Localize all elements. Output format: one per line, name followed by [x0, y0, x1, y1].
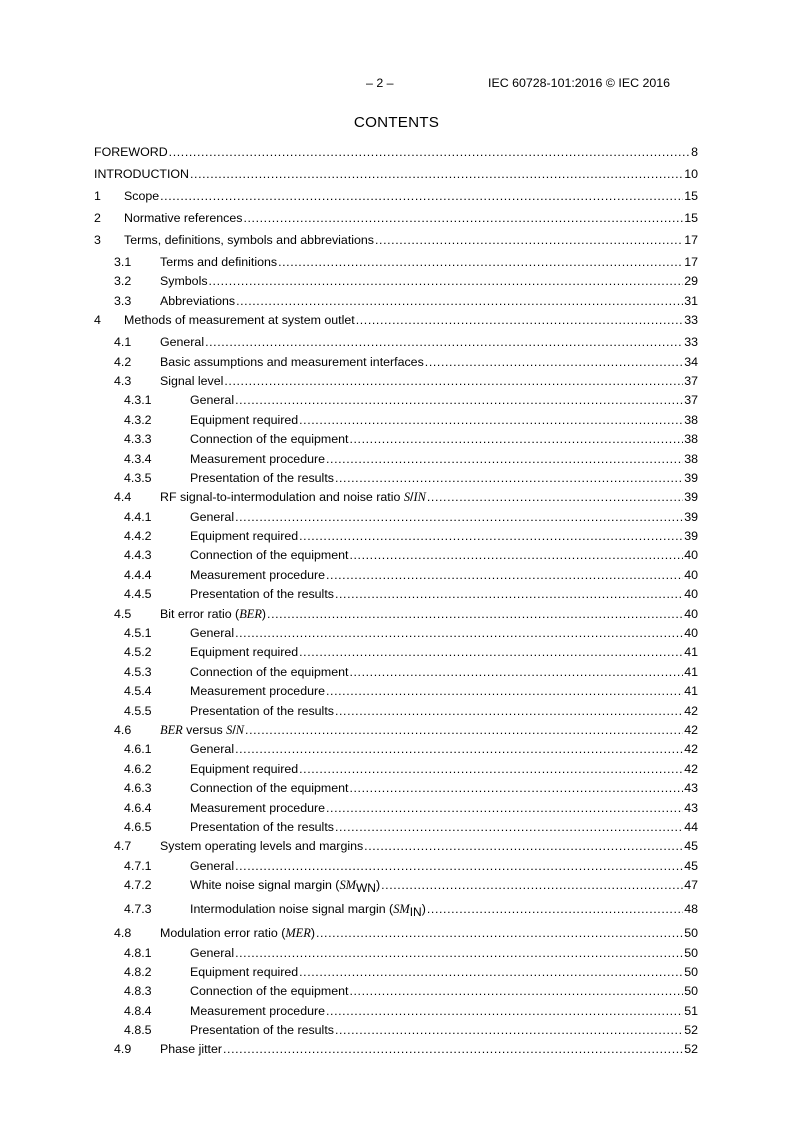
toc-entry-title: Measurement procedure	[190, 451, 325, 466]
toc-entry-title: Connection of the equipment	[190, 432, 349, 447]
toc-entry-title: Modulation error ratio (MER)	[160, 926, 315, 941]
toc-entry-title: INTRODUCTION	[94, 167, 189, 181]
toc-leader-dots	[299, 965, 683, 979]
toc-leader-dots	[224, 374, 683, 388]
toc-entry-title: Scope	[124, 189, 160, 203]
toc-leader-dots	[235, 742, 683, 756]
toc-leader-dots	[364, 839, 683, 853]
toc-leader-dots	[299, 645, 683, 659]
toc-entry-number: 4.4	[114, 490, 132, 505]
toc-entry-title: Connection of the equipment	[190, 984, 349, 999]
toc-entry[interactable]	[94, 926, 698, 945]
toc-leader-dots	[235, 510, 683, 524]
toc-entry[interactable]	[94, 393, 698, 412]
toc-entry[interactable]	[94, 704, 698, 723]
toc-entry-title: Normative references	[124, 211, 243, 225]
toc-entry-number: 4.5.3	[124, 664, 152, 679]
toc-entry-number: 4.8.3	[124, 984, 152, 999]
toc-entry-page: 17	[684, 255, 698, 269]
toc-entry-page: 8	[691, 145, 698, 159]
toc-entry[interactable]	[94, 965, 698, 984]
toc-leader-dots	[235, 393, 683, 407]
toc-entry-number: 4.3.2	[124, 412, 152, 427]
toc-entry-title: Equipment required	[190, 645, 299, 660]
toc-entry-page: 42	[684, 742, 698, 757]
toc-entry-page: 40	[684, 567, 698, 582]
toc-entry[interactable]	[94, 723, 698, 742]
toc-entry-number: 4.5	[114, 606, 132, 621]
toc-entry-page: 39	[684, 509, 698, 524]
toc-entry-page: 37	[684, 373, 698, 388]
toc-leader-dots	[326, 1004, 683, 1018]
toc-entry[interactable]	[94, 548, 698, 567]
toc-leader-dots	[169, 145, 690, 159]
toc-leader-dots	[235, 626, 683, 640]
toc-entry-page: 38	[684, 451, 698, 466]
toc-entry-number: 4.6	[114, 722, 132, 737]
toc-leader-dots	[299, 762, 683, 776]
toc-leader-dots	[349, 665, 683, 679]
toc-entry-page: 15	[684, 189, 698, 203]
toc-entry[interactable]	[94, 665, 698, 684]
toc-entry-title: General	[160, 335, 205, 350]
toc-entry[interactable]	[94, 490, 698, 509]
toc-entry-title: Presentation of the results	[190, 587, 334, 602]
toc-entry-number: 4.3.5	[124, 470, 152, 485]
toc-entry[interactable]	[94, 233, 698, 255]
toc-entry-page: 33	[684, 335, 698, 350]
toc-entry-title: RF signal-to-intermodulation and noise ratio S/IN	[160, 490, 426, 505]
toc-entry-title: Measurement procedure	[190, 800, 325, 815]
toc-entry-title: Intermodulation noise signal margin $(SM_{IN})$	[190, 902, 426, 920]
toc-entry-number: 4.8.2	[124, 964, 152, 979]
toc-entry[interactable]	[94, 211, 698, 233]
toc-entry-number: 4.8.4	[124, 1003, 152, 1018]
toc-entry-page: 39	[684, 490, 698, 505]
toc-leader-dots	[425, 355, 683, 369]
toc-entry-title: Bit error ratio (BER)	[160, 606, 267, 621]
toc-entry-title: Measurement procedure	[190, 684, 325, 699]
toc-entry-title: FOREWORD	[94, 145, 168, 159]
toc-entry-page: 50	[684, 926, 698, 941]
toc-entry-number: 4.7	[114, 839, 132, 854]
toc-leader-dots	[335, 471, 683, 485]
toc-entry[interactable]	[94, 274, 698, 293]
toc-entry[interactable]	[94, 684, 698, 703]
toc-leader-dots	[236, 294, 683, 308]
toc-leader-dots	[205, 335, 683, 349]
toc-entry[interactable]	[94, 510, 698, 529]
toc-leader-dots	[160, 189, 683, 203]
toc-entry-page: 39	[684, 529, 698, 544]
toc-entry[interactable]	[94, 607, 698, 626]
toc-entry-page: 45	[684, 839, 698, 854]
toc-entry-number: 4.4.3	[124, 548, 152, 563]
toc-leader-dots	[356, 313, 683, 327]
toc-leader-dots	[427, 902, 683, 916]
toc-entry-page: 43	[684, 781, 698, 796]
toc-entry-title: Connection of the equipment	[190, 664, 349, 679]
toc-entry-title: General	[190, 626, 235, 641]
toc-entry[interactable]	[94, 355, 698, 374]
toc-entry-number: 4.3.3	[124, 432, 152, 447]
toc-entry-page: 50	[684, 984, 698, 999]
toc-entry[interactable]	[94, 529, 698, 548]
toc-entry-title: Signal level	[160, 373, 224, 388]
toc-entry-title: System operating levels and margins	[160, 839, 364, 854]
toc-entry[interactable]	[94, 839, 698, 858]
toc-entry[interactable]	[94, 801, 698, 820]
toc-entry-title: Equipment required	[190, 964, 299, 979]
toc-entry-number: 4.6.3	[124, 781, 152, 796]
toc-entry-number: 4.8.1	[124, 945, 152, 960]
toc-entry-page: 15	[684, 211, 698, 225]
toc-entry-number: 4.5.5	[124, 703, 152, 718]
toc-entry[interactable]	[94, 313, 698, 335]
toc-entry-title: Presentation of the results	[190, 470, 334, 485]
toc-entry-page: 17	[684, 233, 698, 247]
toc-entry-number: 4.4.1	[124, 509, 152, 524]
toc-leader-dots	[326, 452, 683, 466]
toc-entry[interactable]	[94, 189, 698, 211]
toc-entry[interactable]	[94, 859, 698, 878]
toc-entry-title: Connection of the equipment	[190, 781, 349, 796]
toc-entry-page: 38	[684, 432, 698, 447]
toc-entry-number: 4.2	[114, 354, 132, 369]
toc-entry-number: 4.3.1	[124, 393, 152, 408]
toc-entry-page: 43	[684, 800, 698, 815]
toc-entry-page: 40	[684, 606, 698, 621]
toc-entry-number: 3.2	[114, 274, 132, 289]
toc-entry[interactable]	[94, 946, 698, 965]
toc-entry-title: Measurement procedure	[190, 1003, 325, 1018]
toc-entry[interactable]	[94, 820, 698, 839]
toc-entry[interactable]	[94, 781, 698, 800]
toc-entry-page: 45	[684, 858, 698, 873]
toc-leader-dots	[326, 801, 683, 815]
toc-entry-page: 42	[684, 722, 698, 737]
toc-leader-dots	[209, 274, 684, 288]
toc-leader-dots	[335, 1023, 683, 1037]
toc-leader-dots	[335, 820, 683, 834]
toc-entry[interactable]	[94, 568, 698, 587]
toc-entry-page: 40	[684, 548, 698, 563]
toc-entry-number: 4.5.2	[124, 645, 152, 660]
toc-leader-dots	[245, 723, 683, 737]
toc-entry-number: 4.8	[114, 926, 132, 941]
toc-leader-dots	[335, 587, 683, 601]
toc-entry-page: 47	[684, 878, 698, 893]
toc-entry[interactable]	[94, 145, 698, 167]
toc-entry[interactable]	[94, 762, 698, 781]
toc-entry[interactable]	[94, 167, 698, 189]
toc-entry[interactable]	[94, 984, 698, 1003]
toc-leader-dots	[299, 529, 683, 543]
toc-entry-page: 50	[684, 945, 698, 960]
toc-entry-number: 4.6.1	[124, 742, 152, 757]
toc-entry-number: 4.4.4	[124, 567, 152, 582]
toc-entry-title: Presentation of the results	[190, 1023, 334, 1038]
toc-entry-page: 34	[684, 354, 698, 369]
toc-entry-title: General	[190, 945, 235, 960]
toc-leader-dots	[381, 878, 683, 892]
toc-leader-dots	[235, 859, 683, 873]
toc-entry-number: 4.3	[114, 373, 132, 388]
toc-entry-title: Equipment required	[190, 529, 299, 544]
toc-leader-dots	[349, 432, 683, 446]
toc-entry-page: 42	[684, 703, 698, 718]
toc-entry-page: 50	[684, 964, 698, 979]
toc-entry-title: General	[190, 858, 235, 873]
toc-entry-page: 51	[684, 1003, 698, 1018]
toc-entry-page: 33	[684, 313, 698, 328]
toc-entry-title: BER versus S/N	[160, 722, 245, 737]
table-of-contents	[94, 145, 698, 1062]
page-title: CONTENTS	[353, 114, 440, 131]
toc-entry-page: 41	[684, 645, 698, 660]
toc-entry[interactable]	[94, 1023, 698, 1042]
toc-leader-dots	[349, 781, 683, 795]
toc-entry-page: 40	[684, 626, 698, 641]
standard-reference: IEC 60728-101:2016 © IEC 2016	[488, 76, 671, 90]
toc-entry-number: 1	[94, 189, 101, 203]
toc-entry-page: 38	[684, 412, 698, 427]
toc-entry-title: Phase jitter	[160, 1042, 222, 1057]
toc-entry-title: General	[190, 742, 235, 757]
toc-entry-number: 4.5.1	[124, 626, 152, 641]
toc-entry-title: Presentation of the results	[190, 819, 334, 834]
toc-entry-title: General	[190, 393, 235, 408]
toc-entry-page: 52	[684, 1023, 698, 1038]
toc-entry-number: 4.7.1	[124, 858, 152, 873]
toc-leader-dots	[349, 984, 683, 998]
toc-entry[interactable]	[94, 587, 698, 606]
toc-leader-dots	[375, 233, 683, 247]
toc-entry-page: 29	[684, 274, 698, 289]
toc-entry-title: Equipment required	[190, 412, 299, 427]
toc-entry-number: 4.4.5	[124, 587, 152, 602]
toc-entry[interactable]	[94, 626, 698, 645]
toc-entry-number: 4.4.2	[124, 529, 152, 544]
toc-leader-dots	[349, 548, 683, 562]
toc-entry[interactable]	[94, 432, 698, 451]
toc-entry[interactable]	[94, 413, 698, 432]
toc-entry-page: 44	[684, 819, 698, 834]
toc-leader-dots	[316, 926, 683, 940]
toc-entry[interactable]	[94, 452, 698, 471]
toc-entry-number: 4.6.5	[124, 819, 152, 834]
toc-entry-page: 40	[684, 587, 698, 602]
toc-entry[interactable]	[94, 1042, 698, 1061]
toc-entry[interactable]	[94, 645, 698, 664]
toc-leader-dots	[326, 568, 683, 582]
toc-entry-title: Terms, definitions, symbols and abbreviations	[124, 233, 374, 247]
toc-entry-page: 41	[684, 684, 698, 699]
toc-leader-dots	[267, 607, 683, 621]
toc-leader-dots	[243, 211, 683, 225]
toc-entry-page: 41	[684, 664, 698, 679]
toc-entry-number: 4.9	[114, 1042, 132, 1057]
toc-entry-number: 3	[94, 233, 101, 247]
toc-entry-title: Methods of measurement at system outlet	[124, 313, 355, 328]
toc-entry-title: Basic assumptions and measurement interfaces	[160, 354, 424, 369]
toc-entry[interactable]	[94, 878, 698, 902]
toc-entry-page: 10	[684, 167, 698, 181]
toc-entry-title: Presentation of the results	[190, 703, 334, 718]
toc-entry-title: White noise signal margin $(SM_{WN})$	[190, 878, 381, 896]
toc-entry-title: Abbreviations	[160, 293, 236, 308]
toc-entry[interactable]	[94, 742, 698, 761]
toc-entry[interactable]	[94, 902, 698, 926]
toc-leader-dots	[427, 490, 683, 504]
toc-leader-dots	[223, 1042, 683, 1056]
toc-entry-number: 4	[94, 313, 101, 328]
page-number: – 2 –	[366, 76, 394, 90]
toc-entry-number: 4.6.2	[124, 761, 152, 776]
toc-entry-number: 4.5.4	[124, 684, 152, 699]
toc-entry-number: 4.7.2	[124, 878, 152, 893]
toc-entry[interactable]	[94, 374, 698, 393]
toc-entry-page: 37	[684, 393, 698, 408]
toc-entry-page: 31	[684, 293, 698, 308]
toc-entry-number: 4.7.3	[124, 902, 152, 917]
toc-entry-page: 39	[684, 470, 698, 485]
toc-entry-title: General	[190, 509, 235, 524]
toc-entry-number: 4.8.5	[124, 1023, 152, 1038]
toc-entry[interactable]	[94, 294, 698, 313]
toc-entry-number: 3.1	[114, 255, 132, 269]
toc-leader-dots	[299, 413, 683, 427]
toc-entry[interactable]	[94, 1004, 698, 1023]
toc-entry-number: 4.6.4	[124, 800, 152, 815]
toc-leader-dots	[235, 946, 683, 960]
toc-entry-number: 4.3.4	[124, 451, 152, 466]
toc-entry-number: 3.3	[114, 293, 132, 308]
toc-entry-number: 4.1	[114, 335, 132, 350]
toc-entry-title: Equipment required	[190, 761, 299, 776]
toc-entry-number: 2	[94, 211, 101, 225]
toc-entry-title: Measurement procedure	[190, 567, 325, 582]
toc-leader-dots	[326, 684, 683, 698]
toc-leader-dots	[190, 167, 683, 181]
toc-entry[interactable]	[94, 471, 698, 490]
toc-entry-page: 52	[684, 1042, 698, 1057]
toc-entry-title: Symbols	[160, 274, 208, 289]
toc-entry-title: Terms and definitions	[160, 255, 278, 269]
toc-entry-title: Connection of the equipment	[190, 548, 349, 563]
toc-entry-page: 48	[684, 902, 698, 917]
toc-entry[interactable]	[94, 255, 698, 274]
toc-leader-dots	[335, 704, 683, 718]
toc-leader-dots	[278, 255, 683, 269]
toc-entry-page: 42	[684, 761, 698, 776]
toc-entry[interactable]	[94, 335, 698, 354]
